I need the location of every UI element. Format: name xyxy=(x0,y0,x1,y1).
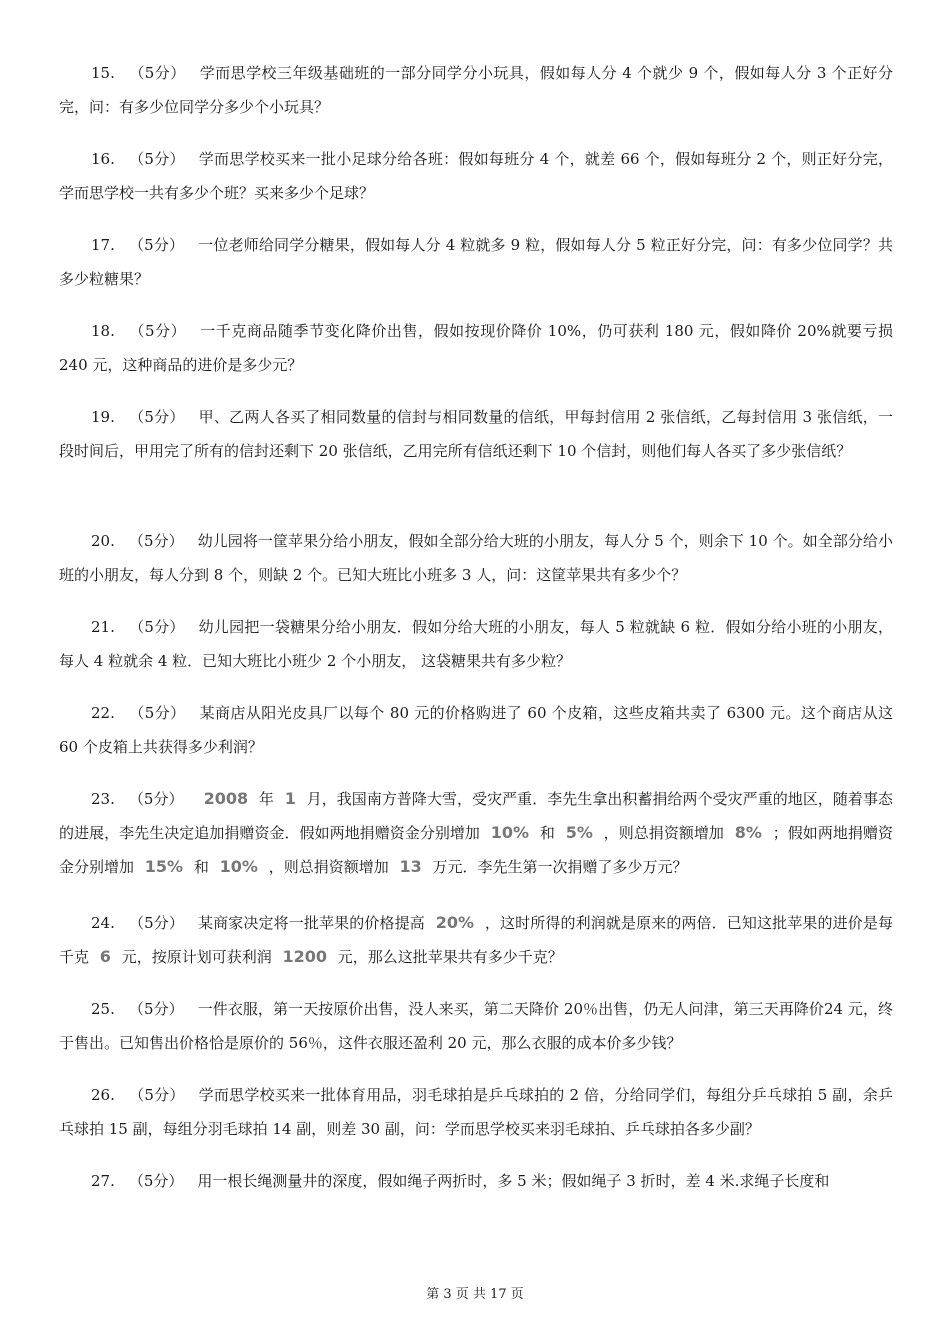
question-text: 一位老师给同学分糖果，假如每人分 4 粒就多 9 粒，假如每人分 5 粒正好分完，问：有多少位同学？共多少粒糖果？ xyxy=(59,236,894,288)
question-21 xyxy=(59,610,893,678)
question-score: （5分） xyxy=(128,618,185,636)
question-text: 甲、乙两人各买了相同数量的信封与相同数量的信纸，甲每封信用 2 张信纸，乙每封信用 3 张信纸，一段时间后，甲用完了所有的信封还剩下 20 张信纸，乙用完所有信纸还剩下 10 个信封，则他们每人各买了多少张信纸？ xyxy=(59,408,893,460)
question-score: （5分） xyxy=(128,64,186,82)
question-number: 20. xyxy=(91,532,115,550)
question-number: 18. xyxy=(91,322,115,340)
question-25 xyxy=(59,992,893,1060)
amount-value: 13 xyxy=(399,857,422,876)
question-text: 学而思学校买来一批体育用品，羽毛球拍是乒乓球拍的 2 倍，分给同学们，每组分乒乓球拍 5 副，余乒乓球拍 15 副，每组分羽毛球拍 14 副，则差 30 副，问：学而思学校买来羽毛球拍、乒乓球拍各多少副？ xyxy=(59,1086,893,1138)
question-text: 元，那么这批苹果共有多少千克？ xyxy=(333,948,563,966)
percent-value: 15% xyxy=(144,857,184,876)
question-text: 元，按原计划可获利润 xyxy=(116,948,277,966)
question-score: （5分） xyxy=(128,914,185,932)
question-20 xyxy=(59,524,893,592)
question-26 xyxy=(59,1078,893,1146)
question-score: （5分） xyxy=(128,790,184,808)
question-text: 万元．李先生第一次捐赠了多少万元？ xyxy=(427,858,688,876)
question-number: 21. xyxy=(91,618,115,636)
page-footer: 第 3 页 共 17 页 xyxy=(426,1287,524,1302)
question-19 xyxy=(59,400,893,468)
question-text: ，则总捐资额增加 xyxy=(598,824,729,842)
question-24 xyxy=(59,906,893,974)
question-17 xyxy=(59,228,893,296)
question-text: 和 xyxy=(535,824,560,842)
question-number: 17. xyxy=(91,236,115,254)
price-value: 6 xyxy=(99,947,111,966)
question-number: 22. xyxy=(91,704,115,722)
question-score: （5分） xyxy=(128,1172,184,1190)
percent-value: 20% xyxy=(435,913,474,932)
question-score: （5分） xyxy=(128,532,184,550)
question-text: 一千克商品随季节变化降价出售，假如按现价降价 10%，仍可获利 180 元，假如降价 20%就要亏损 240 元，这种商品的进价是多少元？ xyxy=(59,322,894,374)
question-text: ；假如两地捐赠资金分别增加 xyxy=(59,824,893,876)
question-number: 27. xyxy=(91,1172,115,1190)
question-number: 19. xyxy=(91,408,115,426)
question-text: 一件衣服，第一天按原价出售，没人来买，第二天降价 20％出售，仍无人问津，第三天再降价24 元，终于售出。已知售出价格恰是原价的 56％，这件衣服还盈利 20 元，那么衣服的成本价多少钱？ xyxy=(59,1000,894,1052)
percent-value: 5% xyxy=(565,823,593,842)
question-text: 某商店从阳光皮具厂以每个 80 元的价格购进了 60 个皮箱，这些皮箱共卖了 6300 元。这个商店从这 60 个皮箱上共获得多少利润？ xyxy=(59,704,893,756)
month-value: 1 xyxy=(284,789,296,808)
question-text: 学而思学校买来一批小足球分给各班：假如每班分 4 个，就差 66 个，假如每班分 2 个，则正好分完，学而思学校一共有多少个班？买来多少个足球？ xyxy=(59,150,893,202)
question-text: 幼儿园将一筐苹果分给小朋友，假如全部分给大班的小朋友，每人分 5 个，则余下 10 个。如全部分给小班的小朋友，每人分到 8 个，则缺 2 个。已知大班比小班多 3 人，问：这筐苹果共有多少个？ xyxy=(59,532,893,584)
question-text: 月，我国南方普降大雪，受灾严重．李先生拿出积蓄捐给两个受灾严重的地区，随着事态的进展，李先生决定追加捐赠资金．假如两地捐赠资金分别增加 xyxy=(59,790,893,842)
question-text: 和 xyxy=(189,858,214,876)
question-16 xyxy=(59,142,893,210)
question-score: （5分） xyxy=(128,704,186,722)
question-score: （5分） xyxy=(128,408,185,426)
question-number: 26. xyxy=(91,1086,115,1104)
question-score: （5分） xyxy=(128,322,187,340)
question-18 xyxy=(59,314,893,382)
question-number: 15. xyxy=(91,64,115,82)
question-number: 24. xyxy=(91,914,115,932)
question-text: ，这时所得的利润就是原来的两倍．已知这批苹果的进价是每千克 xyxy=(59,914,893,966)
question-22 xyxy=(59,696,893,764)
year-value: 2008 xyxy=(203,789,249,808)
question-score: （5分） xyxy=(128,1000,184,1018)
question-number: 16. xyxy=(91,150,115,168)
question-text: ，则总捐资额增加 xyxy=(263,858,394,876)
question-number: 25. xyxy=(91,1000,115,1018)
percent-value: 8% xyxy=(734,823,762,842)
question-text: 用一根长绳测量井的深度，假如绳子两折时，多 5 米；假如绳子 3 折时，差 4 米.求绳子长度和 xyxy=(197,1172,830,1190)
question-15 xyxy=(59,56,893,124)
question-text: 学而思学校三年级基础班的一部分同学分小玩具，假如每人分 4 个就少 9 个，假如每人分 3 个正好分完，问：有多少位同学分多少个小玩具？ xyxy=(59,64,894,116)
question-number: 23. xyxy=(91,790,115,808)
percent-value: 10% xyxy=(490,823,530,842)
question-text: 年 xyxy=(254,790,279,808)
percent-value: 10% xyxy=(219,857,258,876)
question-27 xyxy=(59,1164,893,1198)
question-text: 某商家决定将一批苹果的价格提高 xyxy=(198,914,430,932)
question-23 xyxy=(59,782,893,884)
question-score: （5分） xyxy=(128,150,185,168)
profit-value: 1200 xyxy=(282,947,327,966)
question-text: 幼儿园把一袋糖果分给小朋友．假如分给大班的小朋友，每人 5 粒就缺 6 粒．假如分给小班的小朋友，每人 4 粒就余 4 粒．已知大班比小班少 2 个小朋友， 这袋糖果共有多少粒？ xyxy=(59,618,893,670)
question-score: （5分） xyxy=(128,236,185,254)
question-score: （5分） xyxy=(128,1086,185,1104)
